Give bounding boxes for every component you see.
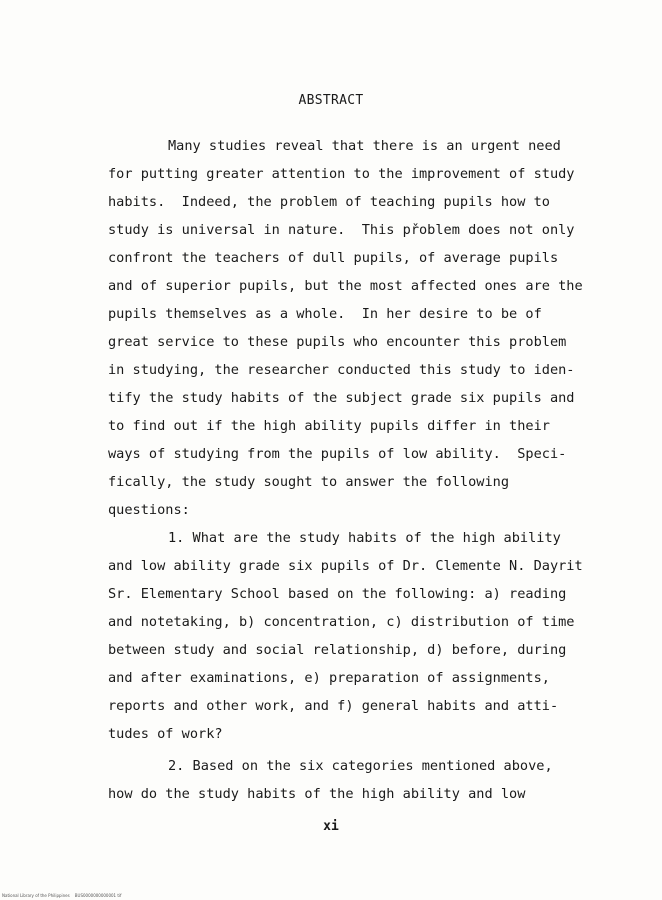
text-line: habits. Indeed, the problem of teaching pupils how to (108, 194, 550, 210)
text-line: confront the teachers of dull pupils, of average pupils (108, 250, 559, 266)
question-1-line: 1. What are the study habits of the high ability (168, 530, 561, 546)
text-line: and notetaking, b) concentration, c) distribution of time (108, 614, 575, 630)
text-line: Sr. Elementary School based on the following: a) reading (108, 586, 567, 602)
text-line: and after examinations, e) preparation of assignments, (108, 670, 550, 686)
question-2-line: 2. Based on the six categories mentioned above, (168, 758, 553, 774)
text-line: tudes of work? (108, 726, 223, 742)
text-line: and of superior pupils, but the most affected ones are the (108, 278, 583, 294)
text-line: ways of studying from the pupils of low ability. Speci- (108, 446, 567, 462)
text-line: and low ability grade six pupils of Dr. Clemente N. Dayrit (108, 558, 583, 574)
text-line: to find out if the high ability pupils differ in their (108, 418, 550, 434)
text-line: study is universal in nature. This přoblem does not only (108, 222, 575, 238)
text-line: reports and other work, and f) general habits and atti- (108, 698, 559, 714)
text-line: tify the study habits of the subject grade six pupils and (108, 390, 575, 406)
text-line: in studying, the researcher conducted this study to iden- (108, 362, 575, 378)
text-line: questions: (108, 502, 190, 518)
page-number: xi (323, 819, 339, 834)
text-line: between study and social relationship, d) before, during (108, 642, 567, 658)
text-line: fically, the study sought to answer the following (108, 474, 510, 490)
text-line: Many studies reveal that there is an urgent need (168, 138, 561, 154)
text-line: how do the study habits of the high ability and low (108, 786, 526, 802)
abstract-title: ABSTRACT (298, 93, 364, 108)
text-line: pupils themselves as a whole. In her desire to be of (108, 306, 542, 322)
text-line: great service to these pupils who encounter this problem (108, 334, 567, 350)
text-line: for putting greater attention to the improvement of study (108, 166, 575, 182)
scan-footer: National Library of the Philippines BUS0000000000001 tif (2, 893, 122, 898)
